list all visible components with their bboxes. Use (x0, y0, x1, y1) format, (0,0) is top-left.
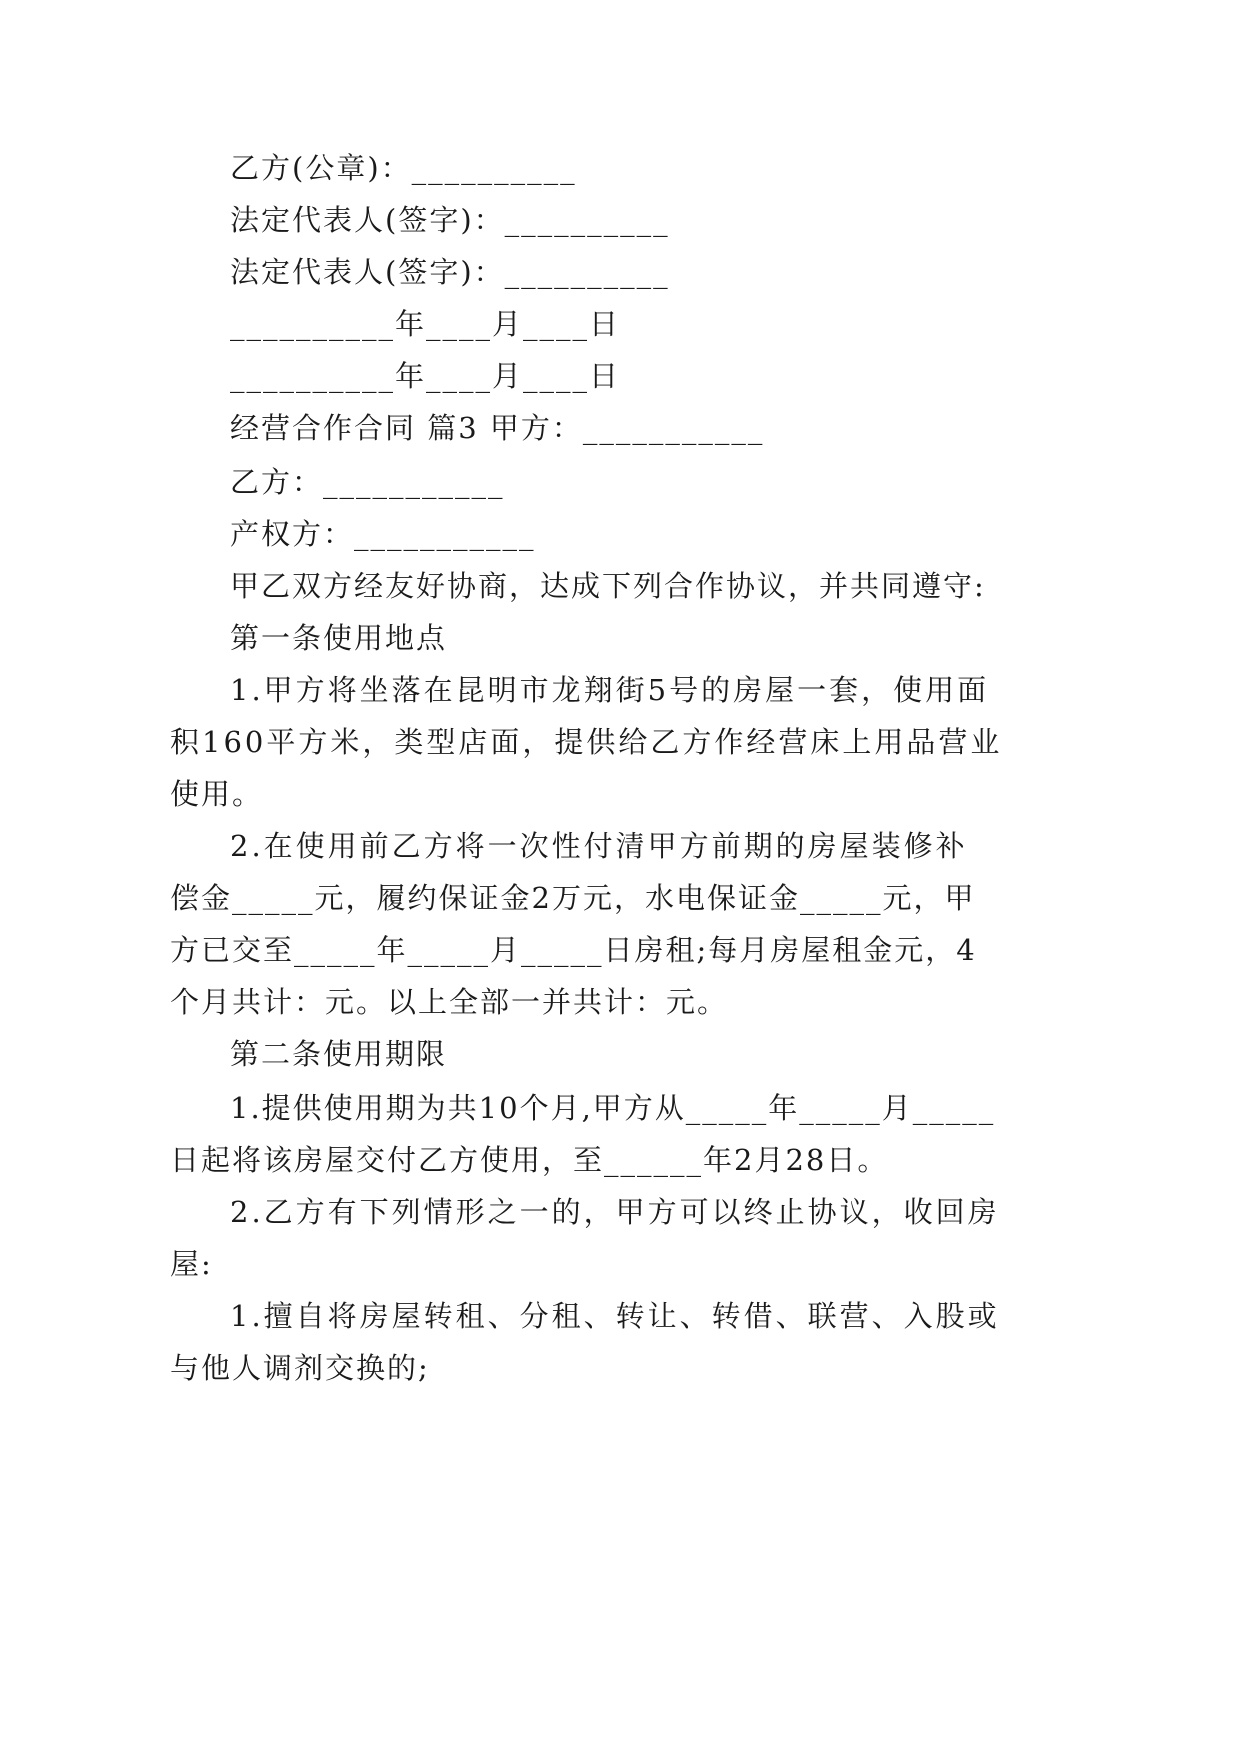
article2-item2-line1: 2.乙方有下列情形之一的，甲方可以终止协议，收回房 (230, 1195, 1000, 1229)
article2-item2-line2: 屋: (170, 1247, 213, 1281)
article1-item1-line3: 使用。 (170, 777, 264, 811)
article2-sub1-line1: 1.擅自将房屋转租、分租、转让、转借、联营、入股或 (230, 1299, 1000, 1333)
signature-date-2: __________年____月____日 (230, 359, 621, 393)
article1-item2-line1: 2.在使用前乙方将一次性付清甲方前期的房屋装修补 (230, 829, 968, 863)
signature-legal-rep-2: 法定代表人(签字)：__________ (230, 255, 670, 289)
owner-line: 产权方：___________ (230, 517, 536, 551)
intro-paragraph: 甲乙双方经友好协商，达成下列合作协议，并共同遵守: (230, 569, 986, 603)
article2-sub1-line2: 与他人调剂交换的; (170, 1351, 430, 1385)
article2-title: 第二条使用期限 (230, 1037, 448, 1071)
signature-party-b-seal: 乙方(公章)：__________ (230, 151, 577, 185)
article1-item1-line2: 积160平方米，类型店面，提供给乙方作经营床上用品营业 (170, 725, 1003, 759)
article1-item2-line4: 个月共计：元。以上全部一并共计：元。 (170, 985, 729, 1019)
article2-item1-line2: 日起将该房屋交付乙方使用，至______年2月28日。 (170, 1143, 889, 1177)
signature-legal-rep-1: 法定代表人(签字)：__________ (230, 203, 670, 237)
article2-item1-line1: 1.提供使用期为共10个月,甲方从_____年_____月_____ (230, 1091, 996, 1125)
signature-date-1: __________年____月____日 (230, 307, 621, 341)
article1-item1-line1: 1.甲方将坐落在昆明市龙翔街5号的房屋一套，使用面 (230, 673, 990, 707)
party-b-line: 乙方：___________ (230, 465, 505, 499)
article1-item2-line2: 偿金_____元，履约保证金2万元，水电保证金_____元，甲 (170, 881, 976, 915)
contract-heading-line: 经营合作合同 篇3 甲方：___________ (230, 411, 765, 445)
article1-title: 第一条使用地点 (230, 621, 448, 655)
article1-item2-line3: 方已交至_____年_____月_____日房租;每月房屋租金元，4 (170, 933, 977, 967)
